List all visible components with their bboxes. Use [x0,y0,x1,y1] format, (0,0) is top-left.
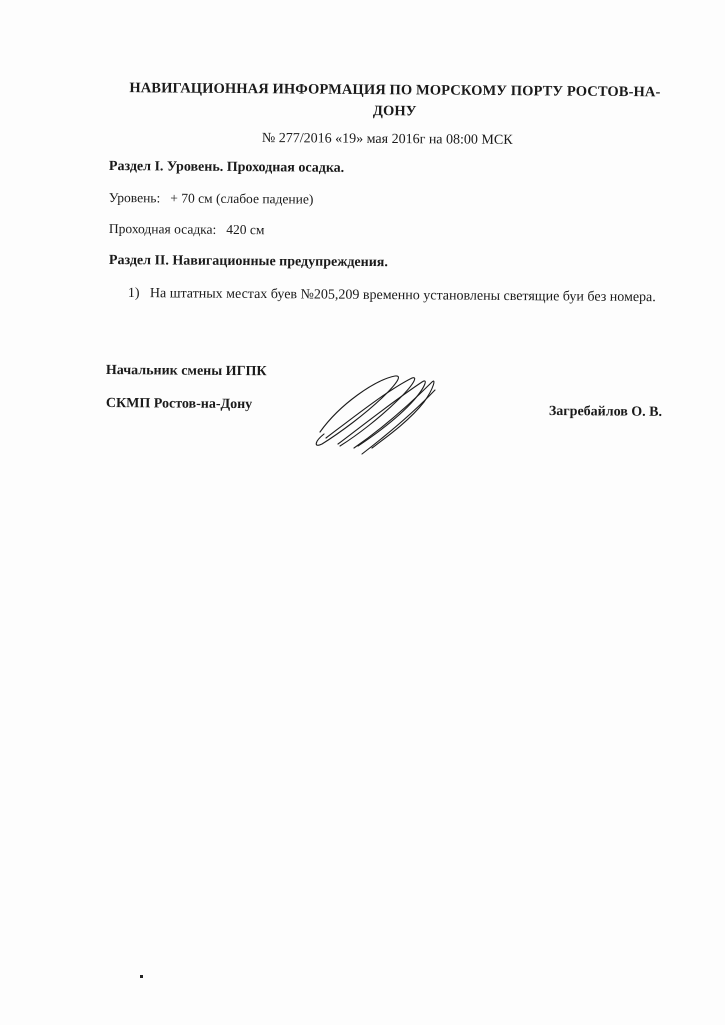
handwritten-signature [300,368,450,458]
section-2-heading: Раздел II. Навигационные предупреждения. [108,253,388,271]
warning-item [128,283,684,308]
level-line [109,190,314,208]
draft-value: 420 см [226,221,265,238]
document-number-date: № 277/2016 «19» мая 2016г на 08:00 МСК [261,131,513,148]
section-1-heading: Раздел I. Уровень. Проходная осадка. [108,159,345,176]
scan-speck [140,975,143,978]
draft-label: Проходная осадка: [108,221,217,237]
level-label: Уровень: [108,190,161,206]
draft-line [109,221,265,238]
signer-name: Загребайлов О. В. [548,404,663,420]
warning-item-number: 1) [127,285,140,302]
signer-position-line1: Начальник смены ИГПК [105,363,267,380]
signer-position-line2: СКМП Ростов-на-Дону [105,396,253,413]
document-title: НАВИГАЦИОННАЯ ИНФОРМАЦИЯ ПО МОРСКОМУ ПОРТУ РОСТОВ-НА-ДОНУ [129,80,661,120]
level-value: + 70 см (слабое падение) [170,190,314,207]
warning-item-text: На штатных местах буев №205,209 временно установлены светящие буи без номера. [149,286,656,306]
